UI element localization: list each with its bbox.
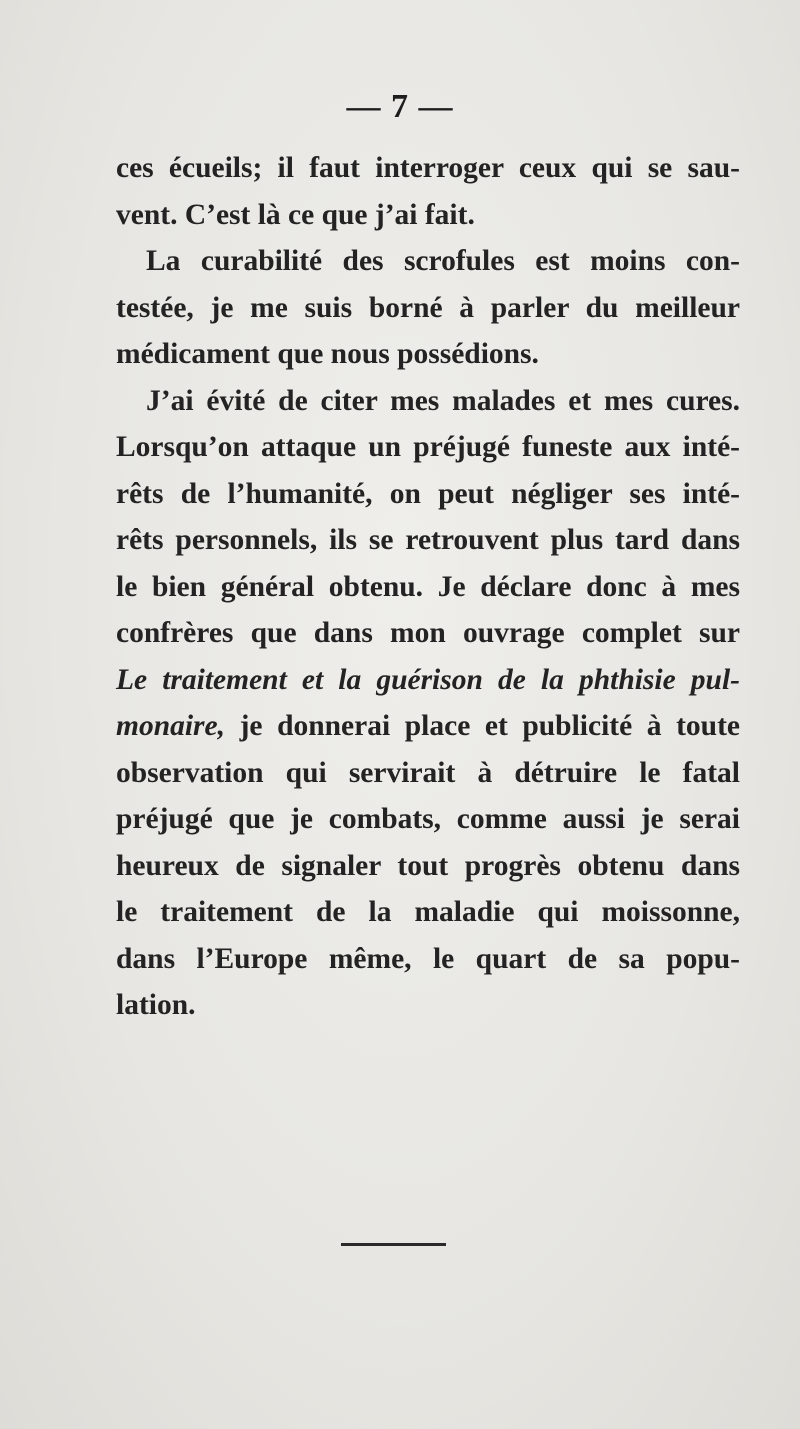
book-title-part-1: Le traitement et la guérison de la phthisie pul- [116, 663, 740, 696]
text-line: le bien général obtenu. Je déclare donc à mes [116, 570, 740, 603]
text-line: lation. [116, 989, 196, 1021]
text-line: J’ai évité de citer mes malades et mes cures. [146, 384, 740, 417]
text-line: ces écueils; il faut interroger ceux qui se sau- [116, 152, 740, 184]
text-line: La curabilité des scrofules est moins con- [146, 245, 740, 277]
text-line: testée, je me suis borné à parler du meilleur [116, 291, 740, 324]
text-line: rêts personnels, ils se retrouvent plus tard dans [116, 524, 740, 556]
text-line: confrères que dans mon ouvrage complet sur [116, 617, 740, 649]
text-line [116, 657, 740, 704]
text-line: le traitement de la maladie qui moissonne, [116, 896, 740, 928]
text-line: observation qui servirait à détruire le fatal [116, 756, 740, 789]
text-line: dans l’Europe même, le quart de sa popu- [116, 942, 740, 975]
page-number: — 7 — [346, 88, 454, 125]
text-line: médicament que nous possédions. [116, 338, 539, 370]
text-line: préjugé que je combats, comme aussi je serai [116, 803, 740, 835]
text-line: rêts de l’humanité, on peut négliger ses inté- [116, 477, 740, 510]
text-line: vent. C’est là ce que j’ai fait. [116, 198, 475, 231]
text-line: heureux de signaler tout progrès obtenu dans [116, 849, 740, 882]
end-rule-divider [341, 1243, 446, 1246]
book-title-part-2: monaire, [116, 710, 225, 742]
body-text [116, 145, 740, 1029]
text-line: Lorsqu’on attaque un préjugé funeste aux inté- [116, 431, 740, 463]
text-line: monaire, je donnerai place et publicité à toute [116, 710, 740, 742]
